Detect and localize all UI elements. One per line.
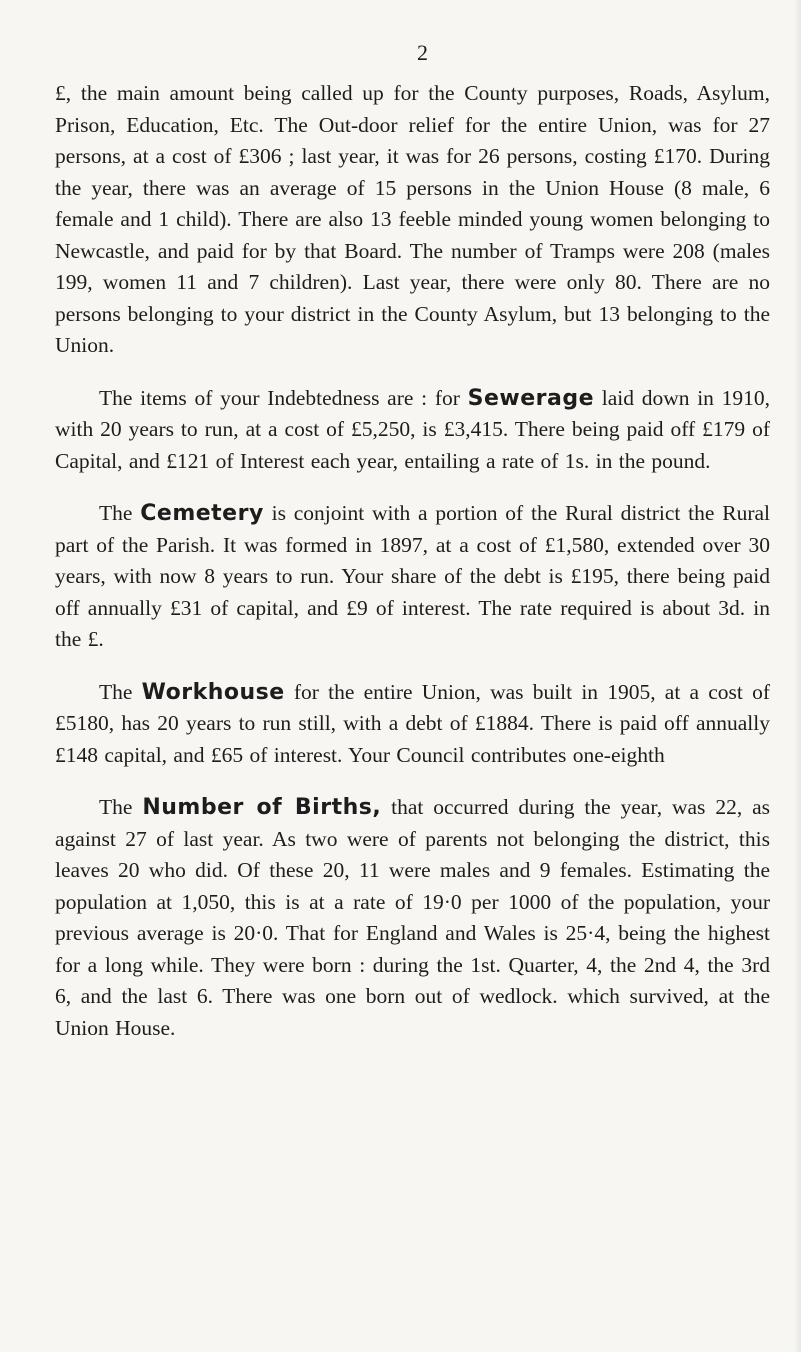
document-page <box>55 40 770 1065</box>
heading-cemetery: Cemetery <box>140 501 264 526</box>
paragraph-lead: The items of your Indebtedness are : for <box>99 385 460 410</box>
paragraph-lead: The <box>99 795 133 819</box>
paragraph-lead: The <box>99 501 133 525</box>
heading-number-of-births: Number of Births, <box>142 795 382 820</box>
paragraph-text: that occurred during the year, was 22, as against 27 of last year. As two were of parents not belonging the district, this leaves 20 who did. Of these 20, 11 were males and 9 females. Estimating the population at 1,050, this is at a rate of 19·0 per 1000 of the population, your previous average is 20·0. That for England and Wales is 25·4, being the highest for a long while. They were born : during the 1st. Quarter, 4, the 2nd 4, the 3rd 6, and the last 6. There was one born out of wedlock. which survived, at the Union House. <box>55 795 771 1040</box>
paragraph-text: for the entire Union, was built in 1905, at a cost of £5180, has 20 years to run still, with a debt of £1884. There is paid off annually £148 capital, and £65 of interest. Your Council contributes one-eighth <box>55 679 771 767</box>
paragraph-workhouse <box>55 677 770 772</box>
page-edge-shadow <box>793 0 801 1352</box>
paragraph-cemetery <box>55 498 770 656</box>
page-number: 2 <box>417 40 428 65</box>
paragraph-sewerage <box>55 383 770 478</box>
paragraph-text: is conjoint with a portion of the Rural district the Rural part of the Parish. It was formed in 1897, at a cost of £1,580, extended over 30 years, with now 8 years to run. Your share of the debt is £195, there being paid off annually £31 of capital, and £9 of interest. The rate required is about 3d. in the £. <box>55 501 771 651</box>
paragraph-lead: The <box>99 679 133 704</box>
paragraph-births <box>55 792 770 1044</box>
heading-workhouse: Workhouse <box>141 679 285 705</box>
paragraph-text: £, the main amount being called up for the County purposes, Roads, Asylum, Prison, Education, Etc. The Out-door relief for the entire Union, was for 27 persons, at a cost of £306 ; last year, it was for 26 persons, costing £170. During the year, there was an average of 15 persons in the Union House (8 male, 6 female and 1 child). There are also 13 feeble minded young women belonging to Newcastle, and paid for by that Board. The number of Tramps were 208 (males 199, women 11 and 7 children). Last year, there were only 80. There are no persons belonging to your district in the County Asylum, but 13 belonging to the Union. <box>55 81 770 357</box>
heading-sewerage: Sewerage <box>467 385 595 411</box>
paragraph-poor-relief <box>55 78 770 362</box>
paragraph-text: laid down in 1910, with 20 years to run, at a cost of £5,250, is £3,415. There being paid off £179 of Capital, and £121 of Interest each year, entailing a rate of 1s. in the pound. <box>55 385 771 473</box>
